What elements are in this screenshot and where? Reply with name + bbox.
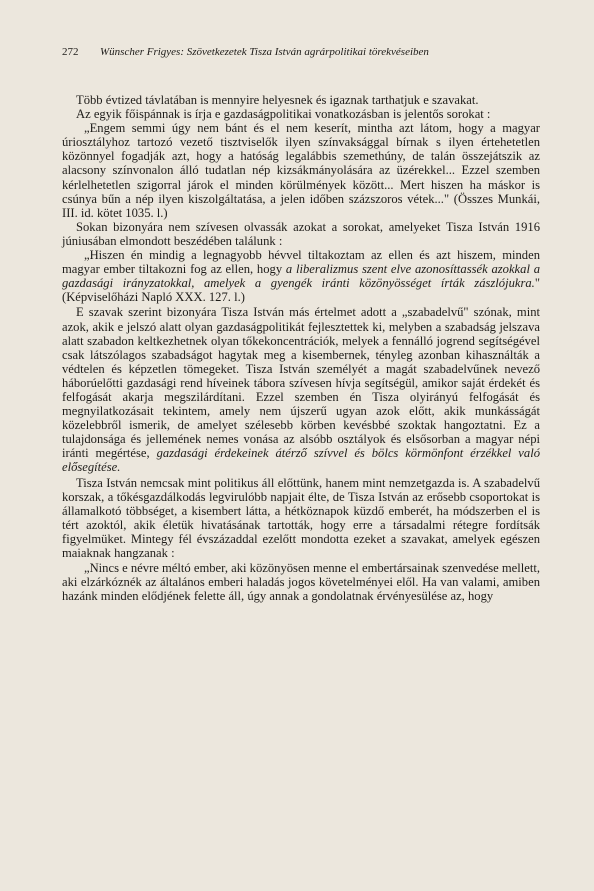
emphasized-text: gazdasági érdekeinek átérző szívvel és bölcs körmönfont érzékkel való elősegítése. [62, 446, 540, 475]
paragraph [62, 305, 540, 474]
paragraph: Tisza István nemcsak mint politikus áll előttünk, hanem mint nemzetgazda is. A szabadelvű korszak, a tőkésgazdálkodás legvirulóbb napjait élte, de Tisza István az erősebb csoportokat is államalkotó többséget, a kisembert látta, a hétköznapok küzdő emberét, ha módszerben el is tért azoktól, akik életük hivatásának tartották, hogy erre a társadalmi rétegre fordítsák figyelmüket. Mintegy fél évszázaddal ezelőtt mondotta ezeket a szavakat, amelyek egészen maiaknak hangzanak : [62, 475, 540, 560]
quote-text: „Hiszen én mindig a legnagyobb hévvel tiltakoztam az ellen és azt hiszem, minden magyar ember tiltakozni fog az ellen, hogy [62, 248, 540, 277]
quotation [62, 248, 540, 304]
paragraph: Több évtized távlatában is mennyire helyesnek és igaznak tarthatjuk e szavakat. [76, 93, 479, 107]
quotation: „Nincs e névre méltó ember, aki közönyösen menne el embertársainak szenvedése mellett, aki elzárkóznék az általános emberi haladás jogos követelményei elől. Ha van valami, amiben hazánk minden elődjének felette áll, úgy annak a gondolatnak érvényesülése az, hogy [62, 561, 540, 604]
paragraph-text: E szavak szerint bizonyára Tisza István más értelmet adott a „szabadelvű" szónak, mint azok, akik e jelszó alatt olyan gazdaságpolitikát fejlesztettek ki, melyben a szabadság jelszava alatt szabadon keltkezhetnek olyan tőkekoncentrációk, melyek a fennálló jogrend segítségével csak látszólagos szabadságot hagytak meg a kisembernek, tényleg azonban kihasználták a védtelen és képzetlen tömegeket. Tisza István személyét a magát szabadelvűnek nevező háborúelőtti gazdasági rend híveinek tábora szívesen hívja segítségül, amikor saját érdekét és felfogását akarja megszilárdítani. Ezzel szemben én Tisza olyirányú felfogását és megnyilatkozásait tekintem, amely nem újszerű ugyan azok előtt, akik munkásságát közelebbről ismerik, de amelyet szélesebb körben kevésbbé szoktak hangoztatni. Ez a tulajdonsága és jellemének nemes vonása az alsóbb osztályok és elsősorban a magyar népi iránti megértése, [62, 305, 540, 461]
paragraph: Sokan bizonyára nem szívesen olvassák azokat a sorokat, amelyeket Tisza István 1916 júniusában elmondott beszédében találunk : [62, 219, 540, 248]
quotation: „Engem semmi úgy nem bánt és el nem keserít, mintha azt látom, hogy a magyar úriosztályhoz tartozó vezető tisztviselők ilyen színvaksággal bírnak s ilyen értehetetlen közönnyel fogadják azt, hogy a hatóság legalábbis szemethúny, de talán összejátszik az alacsony színvonalon álló tudatlan nép kizsákmányolására az üzérekkel... Ezzel szemben kérlelhetetlen szigorral járok el minden körülmények között... Mert hiszen ha máskor is csúnya bűn a nép ilyen kiszolgáltatása, a jelen időben százszoros vétek..." (Összes Munkái, III. id. kötet 1035. l.) [62, 121, 540, 220]
quote-citation: " (Képviselőházi Napló XXX. 127. l.) [62, 276, 540, 305]
body-text [62, 93, 540, 603]
running-title: Wünscher Frigyes: Szövetkezetek Tisza István agrárpolitikai törekvéseiben [100, 46, 429, 58]
page-header [62, 45, 538, 59]
emphasized-text: a liberalizmus szent elve azonosíttassék azokkal a gazdasági irányzatokkal, amelyek a gyengék iránti közönyösséget írták zászlójukra. [62, 262, 540, 291]
paragraph: Az egyik főispánnak is írja e gazdaságpolitikai vonatkozásban is jelentős sorokat : [76, 107, 491, 122]
page-number: 272 [62, 46, 79, 58]
